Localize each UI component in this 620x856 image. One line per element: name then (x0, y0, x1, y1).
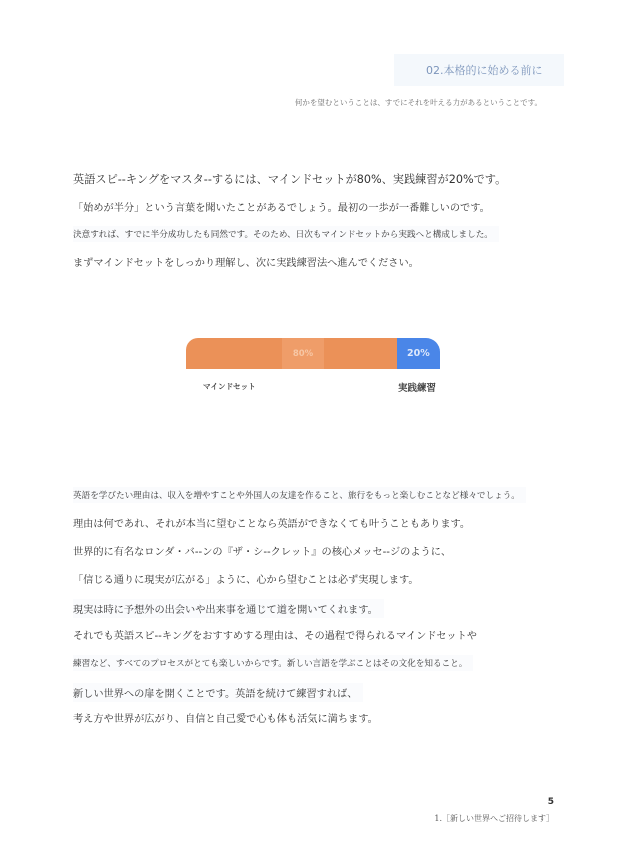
body-line: 練習など、すべてのプロセスがとても楽しいからです。新しい言語を学ぶことはその文化を知ること。 (73, 655, 473, 671)
page-number: 5 (547, 797, 554, 807)
intro-line: まずマインドセットをしっかり理解し、次に実践練習法へ進んでください。 (73, 258, 419, 269)
body-line: 新しい世界への扉を開くことです。英語を続けて練習すれば、 (73, 683, 363, 702)
mindset-percent: 80% (282, 338, 324, 369)
body-line: 世界的に有名なロンダ・バ--ンの『ザ・シ--クレット』の核心メッセ--ジのように、 (73, 547, 452, 558)
section-title: 02.本格的に始める前に (394, 54, 564, 86)
practice-segment (397, 338, 440, 369)
intro-line: 英語スピ--キングをマスタ--するには、マインドセットが80%、実践練習が20%です。 (73, 173, 507, 186)
body-line: 考え方や世界が広がり、自信と自己愛で心も体も活気に満ちます。 (73, 714, 378, 725)
ratio-bar (186, 338, 440, 369)
body-line: 「信じる通りに現実が広がる」ように、心から望むことは必ず実現します。 (73, 575, 419, 586)
mindset-segment (186, 338, 397, 369)
chapter-footer: 1.［新しい世界へご招待します］ (434, 814, 554, 823)
intro-line: 「始めが半分」という言葉を聞いたことがあるでしょう。最初の一歩が一番難しいのです。 (73, 203, 490, 214)
practice-caption: 実践練習 (398, 383, 437, 394)
body-line: 現実は時に予想外の出会いや出来事を通じて道を開いてくれます。 (73, 599, 384, 618)
body-line: 理由は何であれ、それが本当に望むことなら英語ができなくても叶うこともあります。 (73, 519, 471, 530)
body-line: それでも英語スピ--キングをおすすめする理由は、その過程で得られるマインドセットや (73, 631, 477, 642)
intro-line: 決意すれば、すでに半分成功したも同然です。そのため、日次もマインドセットから実践へと構成しました。 (73, 226, 499, 242)
body-line: 英語を学びたい理由は、収入を増やすことや外国人の友達を作ること、旅行をもっと楽しむことなど様々でしょう。 (73, 487, 526, 503)
mindset-caption: マインドセット (203, 382, 256, 391)
practice-percent: 20% (407, 348, 430, 359)
page-subtitle: 何かを望むということは、すでにそれを叶える力があるということです。 (294, 98, 542, 107)
